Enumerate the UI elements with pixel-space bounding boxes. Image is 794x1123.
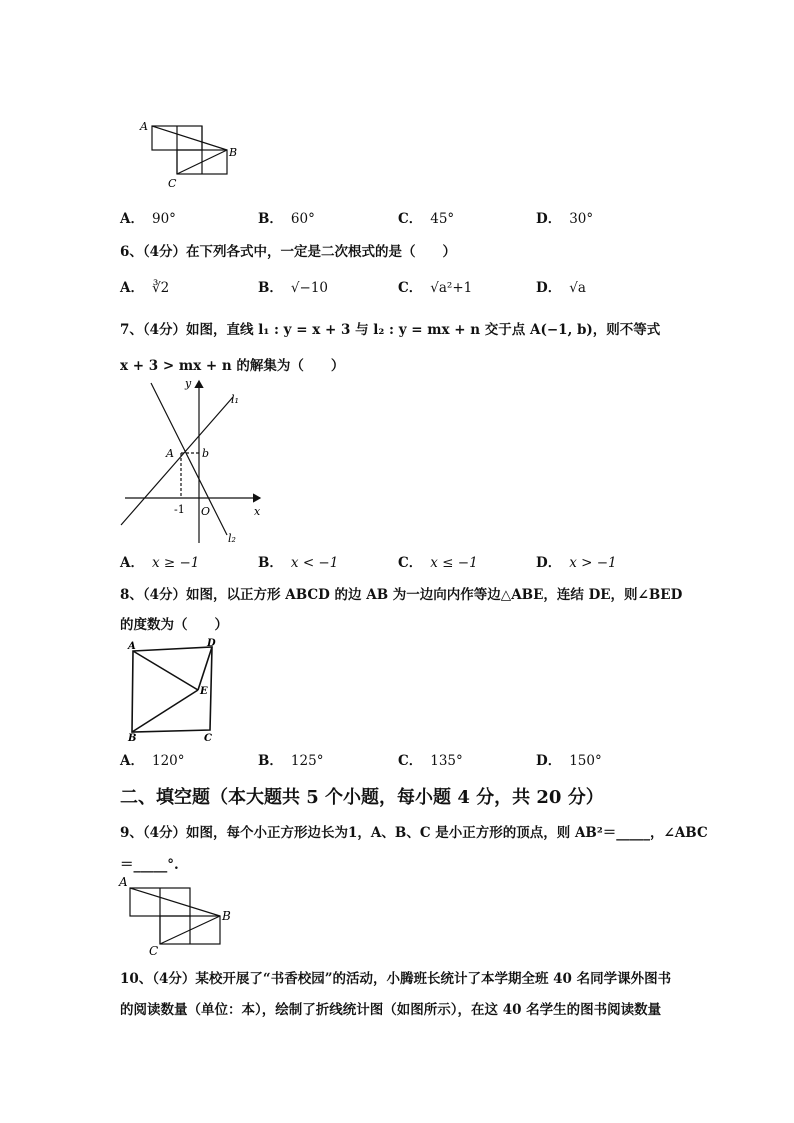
q7-label-y: y — [185, 377, 192, 390]
q7-label-o: O — [201, 505, 211, 518]
q5-option-c[interactable]: C． 45° — [398, 211, 455, 227]
q7-stem-line1: 7、（4分）如图，直线 l₁ : y = x + 3 与 l₂ : y = mx + n 交于点 A(−1, b)，则不等式 — [120, 322, 661, 338]
q9-stem-line1: 9、（4分）如图，每个小正方形边长为1，A、B、C 是小正方形的顶点，则 AB²＝_____，∠ABC — [120, 825, 708, 841]
q10-line1: 10、（4分）某校开展了“书香校园”的活动，小腾班长统计了本学期全班 40 名同学课外图书 — [120, 971, 672, 987]
q5-figure — [138, 118, 248, 190]
q8-option-a[interactable]: A． 120° — [120, 753, 185, 769]
q8-label-a: A — [128, 641, 136, 652]
q8-stem-line2: 的度数为（ ） — [120, 617, 228, 633]
q7-option-a[interactable]: A． x ≥ −1 — [120, 555, 200, 571]
q9-label-b: B — [222, 909, 231, 923]
q7-figure — [115, 375, 270, 547]
q8-stem-line1: 8、（4分）如图，以正方形 ABCD 的边 AB 为一边向内作等边△ABE，连结 DE，则∠BED — [120, 587, 683, 603]
q7-label-a: A — [166, 447, 174, 460]
q9-label-c: C — [149, 944, 159, 958]
q7-label-x: x — [254, 505, 261, 518]
q6-option-d[interactable]: D． √a — [536, 280, 586, 296]
q7-label-b: b — [202, 447, 210, 460]
q5-option-a[interactable]: A． 90° — [120, 211, 176, 227]
q5-option-d[interactable]: D． 30° — [536, 211, 594, 227]
q8-option-c[interactable]: C． 135° — [398, 753, 463, 769]
q8-label-b: B — [128, 733, 137, 744]
q5-label-c: C — [168, 177, 177, 190]
q7-option-b[interactable]: B． x < −1 — [258, 555, 339, 571]
q8-option-d[interactable]: D． 150° — [536, 753, 602, 769]
q6-option-a[interactable]: A． ∛2 — [120, 280, 170, 296]
q6-stem: 6、（4分）在下列各式中，一定是二次根式的是（ ） — [120, 244, 457, 260]
section-title: 二、填空题（本大题共 5 个小题，每小题 4 分，共 20 分） — [120, 787, 604, 808]
q5-label-b: B — [229, 146, 238, 159]
q7-label-l1: l₁ — [231, 393, 239, 406]
q8-option-b[interactable]: B． 125° — [258, 753, 324, 769]
q8-figure — [124, 638, 224, 744]
q8-label-d: D — [207, 638, 216, 649]
q5-label-a: A — [140, 120, 148, 133]
q9-figure — [116, 874, 234, 958]
q9-stem-line2: ＝_____°. — [120, 857, 179, 873]
q6-option-b[interactable]: B． √−10 — [258, 280, 329, 296]
q7-stem-line2: x + 3 > mx + n 的解集为（ ） — [120, 358, 345, 374]
q10-line2: 的阅读数量（单位：本），绘制了折线统计图（如图所示），在这 40 名学生的图书阅读数量 — [120, 1002, 662, 1018]
q6-option-c[interactable]: C． √a²+1 — [398, 280, 473, 296]
q5-option-b[interactable]: B． 60° — [258, 211, 315, 227]
q9-label-a: A — [119, 875, 128, 889]
q8-label-c: C — [204, 733, 212, 744]
q7-option-c[interactable]: C． x ≤ −1 — [398, 555, 478, 571]
q7-label-l2: l₂ — [228, 532, 236, 545]
q8-label-e: E — [200, 686, 208, 697]
q7-option-d[interactable]: D． x > −1 — [536, 555, 617, 571]
q7-label-neg1: -1 — [174, 503, 185, 516]
